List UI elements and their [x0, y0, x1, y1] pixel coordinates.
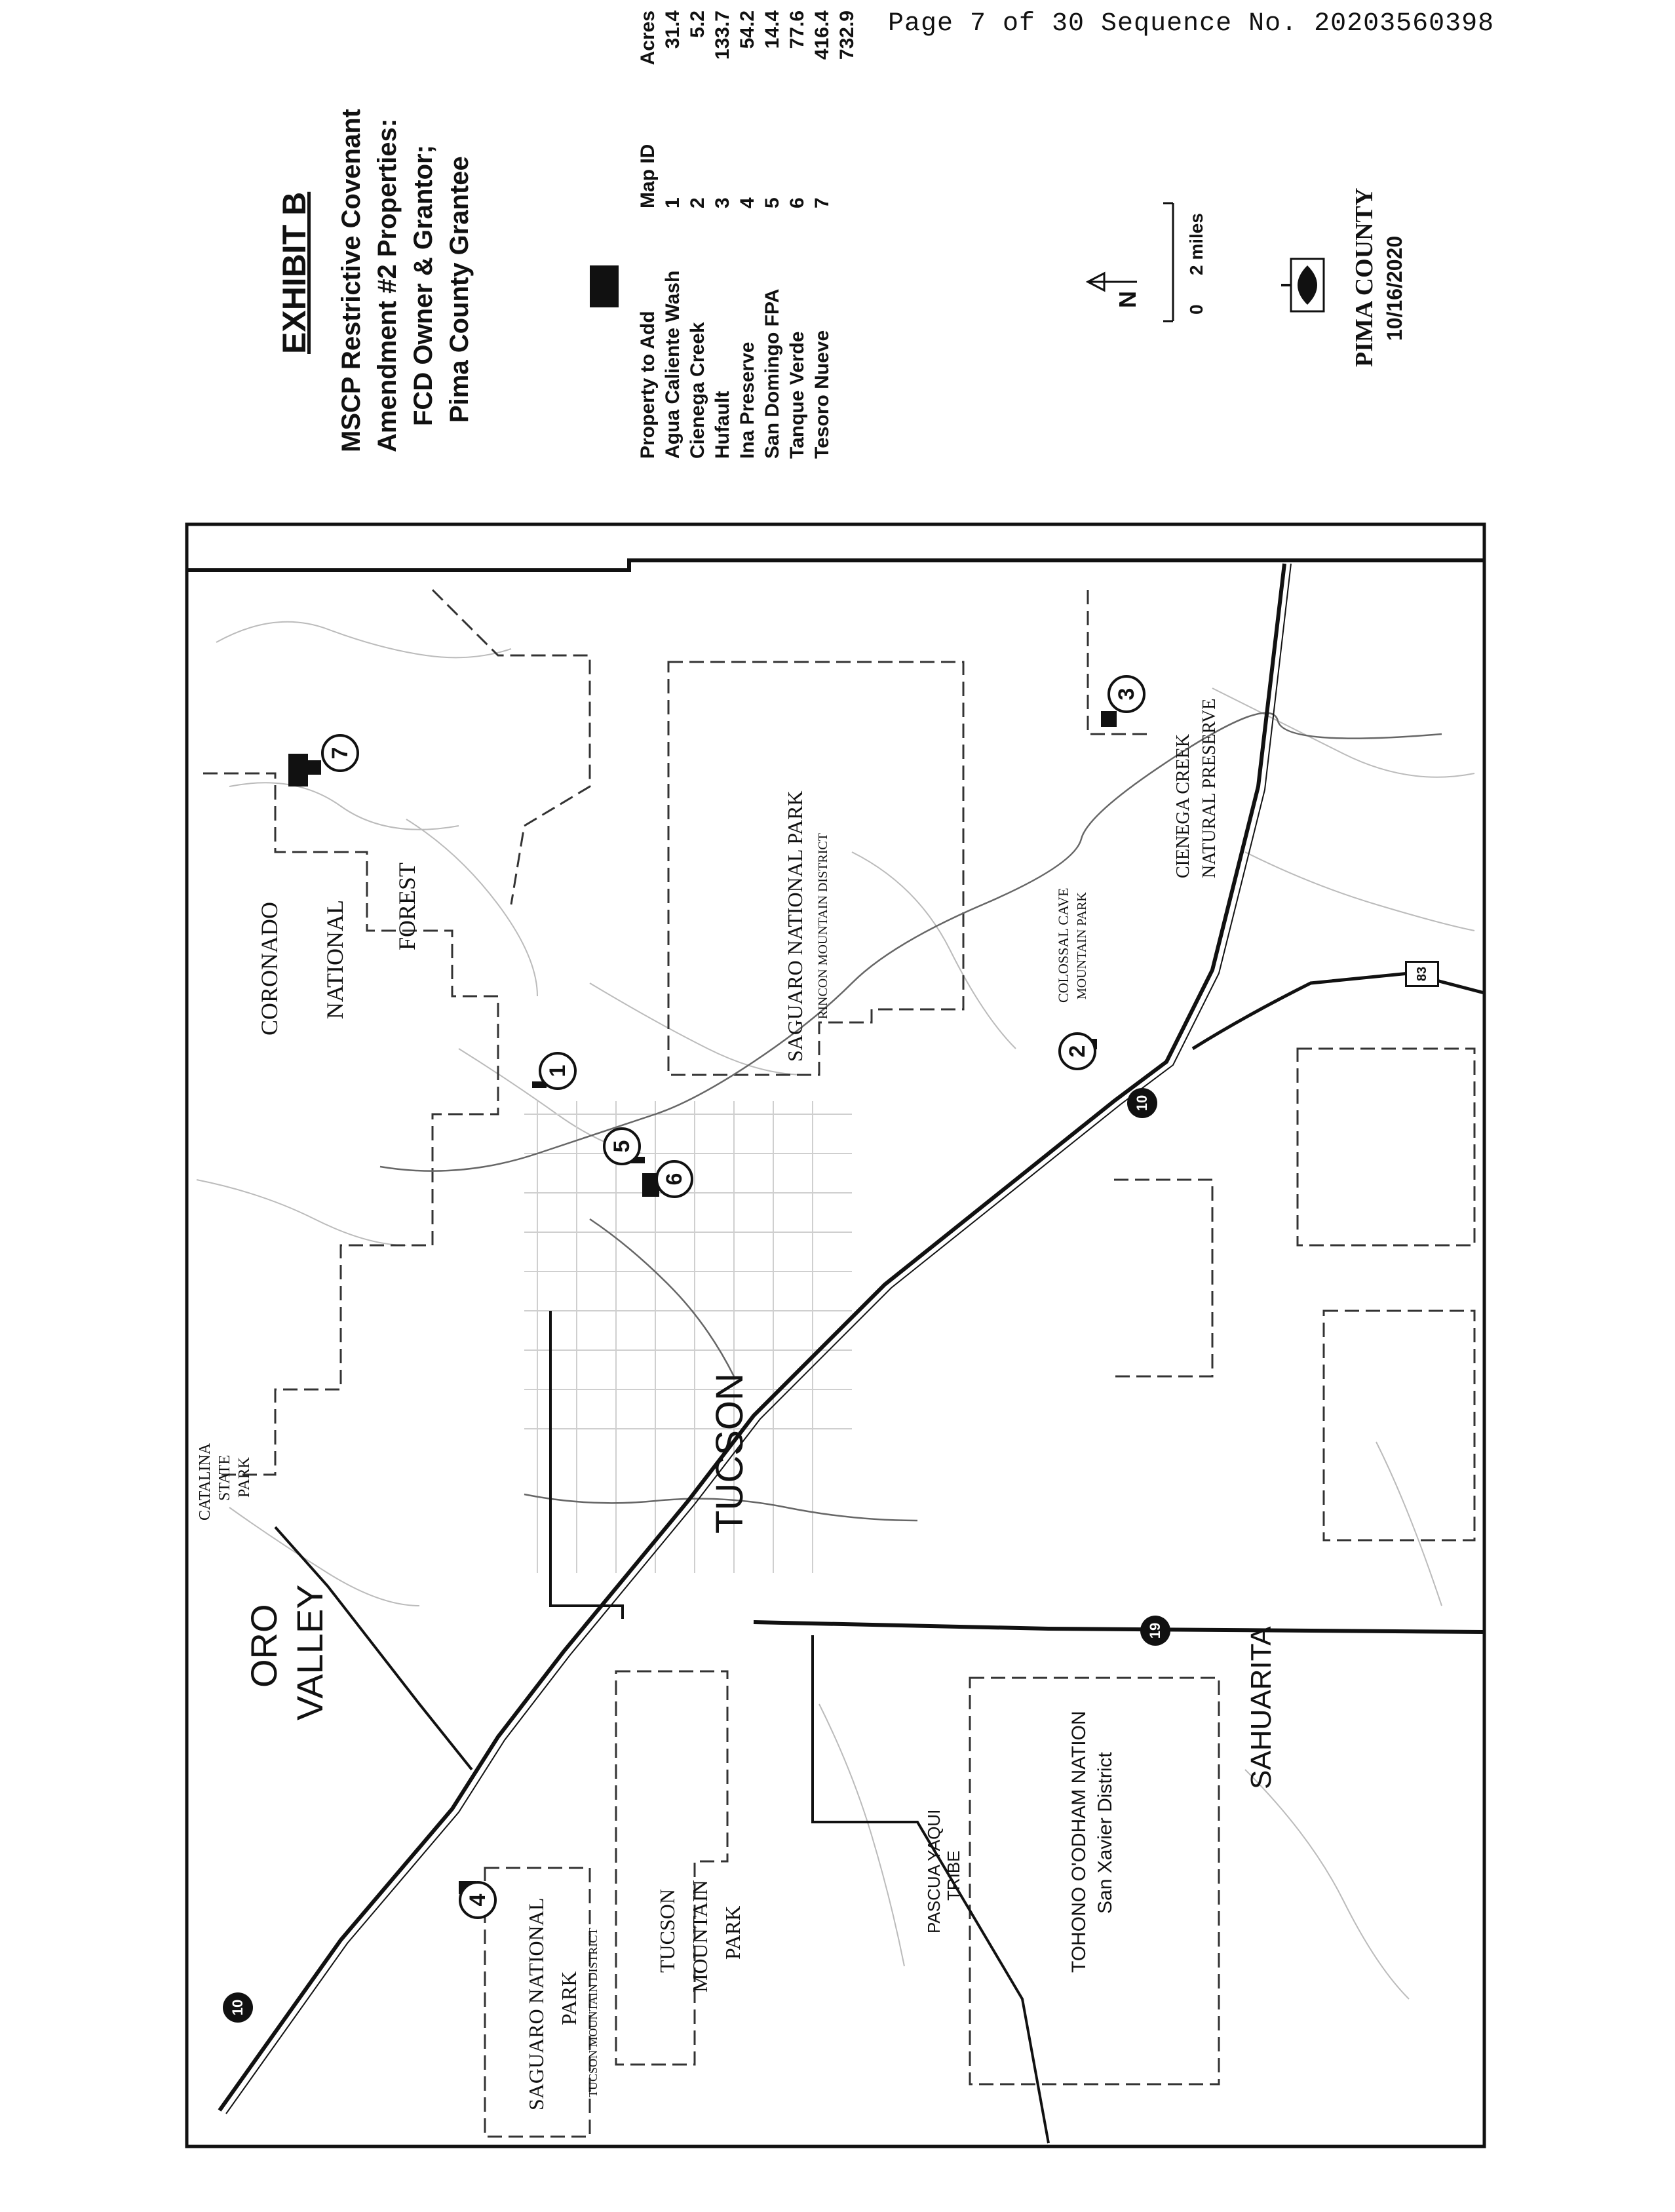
- i10-shield-nw: 10: [223, 1992, 253, 2023]
- label-saguaro-west-2: PARK: [557, 1971, 581, 2025]
- label-saguaro-east: SAGUARO NATIONAL PARK: [783, 790, 807, 1062]
- agency-name: PIMA COUNTY: [1351, 187, 1378, 367]
- label-saguaro-west-1: SAGUARO NATIONAL: [524, 1897, 548, 2110]
- table-header-property: Property to Add: [637, 311, 659, 459]
- label-national: NATIONAL: [322, 900, 348, 1019]
- label-tucson-mtn-3: PARK: [721, 1905, 744, 1960]
- parcel-7: [288, 754, 308, 786]
- table-row: Agua Caliente Wash 1 31.4: [662, 10, 683, 459]
- label-tohono-1: TOHONO O'ODHAM NATION: [1068, 1711, 1090, 1973]
- label-forest: FOREST: [394, 862, 420, 950]
- table-row: Tanque Verde 6 77.6: [786, 10, 808, 459]
- map-marker-5: 5: [603, 1127, 641, 1165]
- exhibit-subtitle-2: Amendment #2 Properties:: [373, 118, 402, 452]
- exhibit-subtitle-4: Pima County Grantee: [445, 156, 474, 423]
- i19-shield: 19: [1140, 1616, 1170, 1646]
- table-row: Hufault 3 133.7: [712, 10, 733, 459]
- map-marker-7: 7: [321, 734, 359, 772]
- map-marker-2: 2: [1058, 1032, 1096, 1070]
- table-header-map-id: Map ID: [637, 144, 659, 208]
- scale-zero: 0: [1186, 304, 1206, 315]
- i10-shield-se: 10: [1127, 1088, 1157, 1118]
- label-colossal-cave-2: MOUNTAIN PARK: [1075, 892, 1089, 999]
- label-colossal-cave-1: COLOSSAL CAVE: [1055, 887, 1071, 1003]
- map-marker-6: 6: [655, 1160, 693, 1198]
- label-tucson-mtn-2: MOUNTAIN: [688, 1880, 712, 1992]
- exhibit-title: EXHIBIT B: [276, 191, 313, 354]
- scale-label: 2 miles: [1186, 213, 1206, 275]
- label-coronado: CORONADO: [256, 901, 282, 1036]
- table-row: Cienega Creek 2 5.2: [687, 10, 708, 459]
- label-catalina-3: PARK: [236, 1457, 253, 1498]
- map-marker-4: 4: [459, 1881, 497, 1919]
- label-oro: ORO: [243, 1604, 284, 1688]
- table-row: San Domingo FPA 5 14.4: [761, 10, 783, 459]
- label-sahuarita: SAHUARITA: [1245, 1626, 1277, 1789]
- table-row: Ina Preserve 4 54.2: [737, 10, 758, 459]
- page-sequence-header: Page 7 of 30 Sequence No. 20203560398: [888, 9, 1495, 39]
- table-row: Tesoro Nueve 7 416.4: [811, 10, 833, 459]
- parcel-3: [1101, 711, 1117, 727]
- exhibit-subtitle-1: MSCP Restrictive Covenant: [337, 109, 366, 452]
- agency-date: 10/16/2020: [1383, 235, 1406, 341]
- label-cienega-2: NATURAL PRESERVE: [1199, 698, 1220, 878]
- label-pascua-1: PASCUA YAQUI: [924, 1809, 944, 1933]
- exhibit-subtitle-3: FCD Owner & Grantor;: [409, 145, 438, 426]
- north-label: N: [1114, 291, 1141, 308]
- label-tucson-mtn-1: TUCSON: [655, 1888, 679, 1973]
- map-marker-3: 3: [1107, 675, 1146, 713]
- map-marker-1: 1: [539, 1052, 577, 1090]
- label-catalina-1: CATALINA: [197, 1443, 214, 1521]
- table-total: 732.9: [836, 10, 858, 60]
- label-catalina-2: STATE: [216, 1454, 233, 1501]
- sr83-shield: 83: [1405, 961, 1439, 987]
- label-tohono-2: San Xavier District: [1094, 1752, 1116, 1914]
- label-valley: VALLEY: [289, 1584, 330, 1720]
- label-tucson: TUCSON: [708, 1373, 751, 1534]
- table-header-acres: Acres: [637, 10, 659, 66]
- label-saguaro-east-sub: RINCON MOUNTAIN DISTRICT: [816, 833, 830, 1019]
- label-cienega-1: CIENEGA CREEK: [1173, 733, 1193, 878]
- label-saguaro-west-sub: TUCSON MOUNTAIN DISTRICT: [587, 1928, 600, 2097]
- label-pascua-2: TRIBE: [944, 1850, 963, 1901]
